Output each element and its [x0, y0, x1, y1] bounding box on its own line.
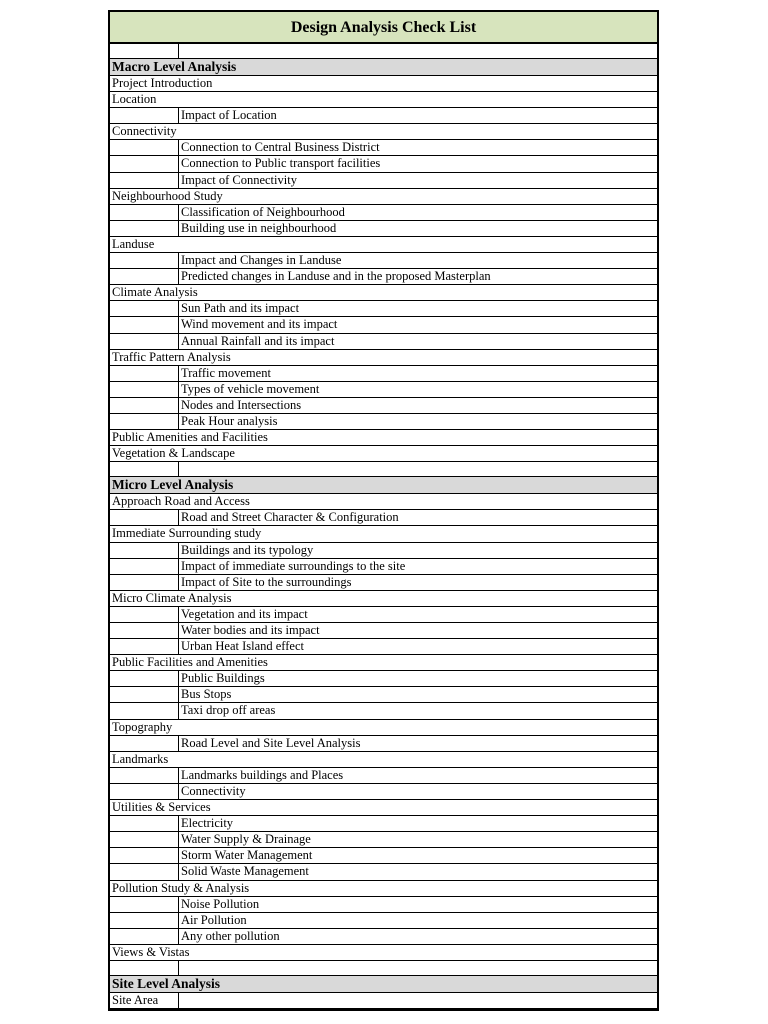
cell-category	[110, 334, 178, 349]
sub-item-row	[110, 639, 657, 655]
cell-item	[178, 526, 657, 541]
cell-category: Climate Analysis	[112, 285, 198, 300]
cell-category	[110, 140, 178, 155]
cell-item: Traffic movement	[178, 366, 657, 381]
sub-item-row	[110, 108, 657, 124]
sub-item-row	[110, 510, 657, 526]
sub-item-row	[110, 559, 657, 575]
sub-item-row	[110, 848, 657, 864]
cell-category	[110, 366, 178, 381]
cell-item: Public Buildings	[178, 671, 657, 686]
category-row	[110, 494, 657, 510]
cell-category	[110, 108, 178, 123]
sub-item-row	[110, 913, 657, 929]
cell-item: Impact of Site to the surroundings	[178, 575, 657, 590]
cell-category	[110, 205, 178, 220]
cell-category	[110, 848, 178, 863]
category-row	[110, 285, 657, 301]
cell-item	[178, 124, 657, 139]
cell-item: Impact of Connectivity	[178, 173, 657, 188]
cell-item	[178, 800, 657, 815]
sub-item-row	[110, 623, 657, 639]
cell-category: Immediate Surrounding study	[112, 526, 262, 541]
cell-category: Connectivity	[112, 124, 177, 139]
blank-row	[110, 961, 657, 976]
cell-category	[110, 671, 178, 686]
cell-item: Impact and Changes in Landuse	[178, 253, 657, 268]
sub-item-row	[110, 156, 657, 172]
sub-item-row	[110, 575, 657, 591]
category-row	[110, 720, 657, 736]
cell-category	[110, 736, 178, 751]
cell-item	[178, 430, 657, 445]
cell-category	[110, 253, 178, 268]
cell-item: Water Supply & Drainage	[178, 832, 657, 847]
cell-item: Taxi drop off areas	[178, 703, 657, 718]
cell-item: Connection to Public transport facilities	[178, 156, 657, 171]
category-row	[110, 881, 657, 897]
cell-category: Neighbourhood Study	[112, 188, 223, 203]
cell-item: Connectivity	[178, 784, 657, 799]
cell-item: Air Pollution	[178, 913, 657, 928]
cell-item: Solid Waste Management	[178, 864, 657, 879]
cell-item: Buildings and its typology	[178, 543, 657, 558]
cell-category: Approach Road and Access	[112, 494, 250, 509]
cell-category	[110, 961, 178, 975]
cell-category	[110, 301, 178, 316]
cell-category: Views & Vistas	[112, 944, 190, 959]
cell-item	[178, 961, 657, 975]
cell-category	[110, 687, 178, 702]
cell-category	[110, 864, 178, 879]
cell-category	[110, 639, 178, 654]
sub-item-row	[110, 398, 657, 414]
cell-category	[110, 317, 178, 332]
sub-item-row	[110, 414, 657, 430]
sub-item-row	[110, 253, 657, 269]
cell-category	[110, 173, 178, 188]
cell-item: Types of vehicle movement	[178, 382, 657, 397]
sub-item-row	[110, 543, 657, 559]
cell-category	[110, 575, 178, 590]
cell-category	[110, 462, 178, 476]
category-row	[110, 945, 657, 961]
cell-item	[178, 993, 657, 1008]
sub-item-row	[110, 607, 657, 623]
cell-category	[110, 269, 178, 284]
category-row	[110, 430, 657, 446]
sub-item-row	[110, 140, 657, 156]
category-row	[110, 92, 657, 108]
cell-category: Site Area	[112, 992, 159, 1007]
section-header-row	[110, 59, 657, 76]
cell-item	[178, 285, 657, 300]
sub-item-row	[110, 816, 657, 832]
sub-item-row	[110, 703, 657, 719]
category-row	[110, 76, 657, 92]
sub-item-row	[110, 205, 657, 221]
cell-category	[110, 559, 178, 574]
cell-item: Road and Street Character & Configuration	[178, 510, 657, 525]
sub-item-row	[110, 173, 657, 189]
cell-item: Vegetation and its impact	[178, 607, 657, 622]
section-header-row	[110, 477, 657, 494]
category-row	[110, 526, 657, 542]
cell-item: Peak Hour analysis	[178, 414, 657, 429]
cell-item: Sun Path and its impact	[178, 301, 657, 316]
cell-item	[178, 462, 657, 476]
blank-row	[110, 44, 657, 59]
category-row	[110, 655, 657, 671]
cell-category: Vegetation & Landscape	[112, 446, 235, 461]
cell-category	[110, 156, 178, 171]
cell-category: Public Facilities and Amenities	[112, 655, 268, 670]
checklist-sheet	[108, 10, 659, 1011]
category-row	[110, 800, 657, 816]
sub-item-row	[110, 301, 657, 317]
cell-item: Connection to Central Business District	[178, 140, 657, 155]
cell-category: Pollution Study & Analysis	[112, 880, 250, 895]
cell-category	[110, 816, 178, 831]
cell-category: Micro Level Analysis	[112, 477, 234, 493]
cell-category	[110, 510, 178, 525]
cell-category	[110, 221, 178, 236]
cell-item: Storm Water Management	[178, 848, 657, 863]
cell-item	[178, 752, 657, 767]
cell-category	[110, 623, 178, 638]
category-row	[110, 189, 657, 205]
sub-item-row	[110, 221, 657, 237]
cell-category	[110, 414, 178, 429]
cell-category	[110, 929, 178, 944]
cell-item	[178, 189, 657, 204]
sub-item-row	[110, 366, 657, 382]
cell-category	[110, 607, 178, 622]
cell-category: Topography	[112, 719, 173, 734]
cell-category	[110, 784, 178, 799]
cell-item: Any other pollution	[178, 929, 657, 944]
cell-category: Utilities & Services	[112, 800, 211, 815]
sub-item-row	[110, 929, 657, 945]
cell-item: Water bodies and its impact	[178, 623, 657, 638]
cell-category	[110, 897, 178, 912]
category-row	[110, 350, 657, 366]
cell-item: Wind movement and its impact	[178, 317, 657, 332]
cell-item	[178, 591, 657, 606]
sub-item-row	[110, 317, 657, 333]
sub-item-row	[110, 832, 657, 848]
sub-item-row	[110, 382, 657, 398]
cell-category: Landmarks	[112, 751, 169, 766]
cell-category: Location	[112, 92, 157, 107]
sheet-title: Design Analysis Check List	[110, 12, 657, 44]
cell-item	[178, 720, 657, 735]
cell-item: Road Level and Site Level Analysis	[178, 736, 657, 751]
sub-item-row	[110, 671, 657, 687]
cell-item	[178, 881, 657, 896]
category-row	[110, 124, 657, 140]
cell-category	[110, 832, 178, 847]
cell-item	[178, 655, 657, 670]
cell-category	[110, 703, 178, 718]
sub-item-row	[110, 768, 657, 784]
cell-item: Electricity	[178, 816, 657, 831]
cell-category	[110, 44, 178, 58]
category-row	[110, 237, 657, 253]
cell-category	[110, 398, 178, 413]
cell-item: Landmarks buildings and Places	[178, 768, 657, 783]
sub-item-row	[110, 687, 657, 703]
category-row	[110, 752, 657, 768]
cell-category: Site Level Analysis	[112, 975, 221, 991]
cell-category: Landuse	[112, 236, 155, 251]
sub-item-row	[110, 864, 657, 880]
cell-category	[110, 543, 178, 558]
cell-item	[178, 92, 657, 107]
checklist-rows	[110, 44, 657, 1009]
blank-row	[110, 462, 657, 477]
cell-category	[110, 768, 178, 783]
cell-category	[110, 382, 178, 397]
sub-item-row	[110, 334, 657, 350]
sub-item-row	[110, 736, 657, 752]
cell-category: Macro Level Analysis	[112, 59, 237, 74]
cell-item: Predicted changes in Landuse and in the proposed Masterplan	[178, 269, 657, 284]
sub-item-row	[110, 784, 657, 800]
cell-category	[110, 913, 178, 928]
cell-item: Urban Heat Island effect	[178, 639, 657, 654]
cell-item	[178, 237, 657, 252]
category-row	[110, 446, 657, 462]
cell-item: Building use in neighbourhood	[178, 221, 657, 236]
cell-item	[178, 494, 657, 509]
cell-item: Noise Pollution	[178, 897, 657, 912]
cell-category: Traffic Pattern Analysis	[112, 349, 231, 364]
cell-item: Annual Rainfall and its impact	[178, 334, 657, 349]
cell-item	[178, 945, 657, 960]
category-row	[110, 591, 657, 607]
cell-category: Public Amenities and Facilities	[112, 430, 268, 445]
sub-item-row	[110, 993, 657, 1009]
cell-category: Micro Climate Analysis	[112, 590, 232, 605]
cell-item	[178, 76, 657, 91]
section-header-row	[110, 976, 657, 993]
cell-category: Project Introduction	[112, 76, 213, 90]
sub-item-row	[110, 269, 657, 285]
cell-item	[178, 44, 657, 58]
cell-item: Bus Stops	[178, 687, 657, 702]
cell-item: Nodes and Intersections	[178, 398, 657, 413]
sub-item-row	[110, 897, 657, 913]
cell-item	[178, 350, 657, 365]
cell-item: Classification of Neighbourhood	[178, 205, 657, 220]
cell-item: Impact of Location	[178, 108, 657, 123]
cell-item: Impact of immediate surroundings to the site	[178, 559, 657, 574]
cell-item	[178, 446, 657, 461]
